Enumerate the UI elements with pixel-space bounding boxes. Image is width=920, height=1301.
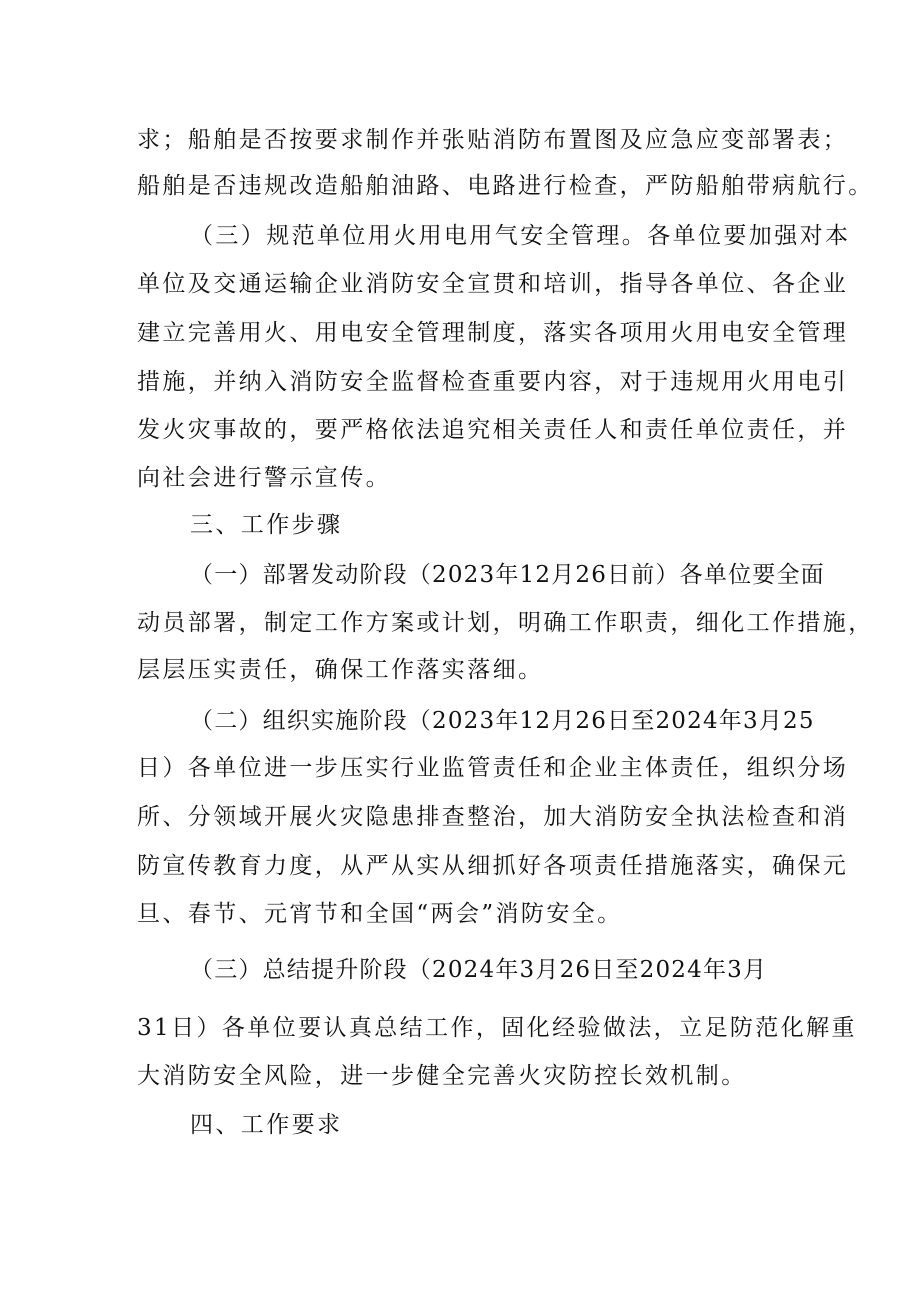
body-line: 大消防安全风险，进一步健全完善火灾防控长效机制。 <box>137 1063 747 1089</box>
body-line: 单位及交通运输企业消防安全宣贯和培训，指导各单位、各企业 <box>137 271 849 297</box>
body-line: 31日）各单位要认真总结工作，固化经验做法，立足防范化解重 <box>137 1015 857 1041</box>
body-line: 层层压实责任，确保工作落实落细。 <box>137 657 544 683</box>
body-line: 船舶是否违规改造船舶油路、电路进行检查，严防船舶带病航行。 <box>137 173 874 199</box>
body-line: 旦、春节、元宵节和全国“两会”消防安全。 <box>137 901 623 927</box>
body-line: 求；船舶是否按要求制作并张贴消防布置图及应急应变部署表； <box>137 127 849 153</box>
step-1-heading-line: （一）部署发动阶段（2023年12月26日前）各单位要全面 <box>190 562 825 588</box>
body-line: 发火灾事故的，要严格依法追究相关责任人和责任单位责任，并 <box>137 417 849 443</box>
body-line: 防宣传教育力度，从严从实从细抓好各项责任措施落实，确保元 <box>137 853 849 879</box>
step-2-heading-line: （二）组织实施阶段（2023年12月26日至2024年3月25 <box>190 708 815 734</box>
body-line: 所、分领域开展火灾隐患排查整治，加大消防安全执法检查和消 <box>137 804 849 830</box>
section-heading-3: 三、工作步骤 <box>190 512 343 538</box>
step-3-heading-line: （三）总结提升阶段（2024年3月26日至2024年3月 <box>190 957 768 983</box>
section-heading-4: 四、工作要求 <box>190 1112 343 1138</box>
body-line: 措施，并纳入消防安全监督检查重要内容，对于违规用火用电引 <box>137 369 849 395</box>
body-line: 日）各单位进一步压实行业监管责任和企业主体责任，组织分场 <box>137 755 849 781</box>
body-line: 向社会进行警示宣传。 <box>137 465 391 491</box>
section-heading-3-3: （三）规范单位用火用电用气安全管理。各单位要加强对本 <box>190 223 851 249</box>
body-line: 动员部署，制定工作方案或计划，明确工作职责，细化工作措施， <box>137 610 874 636</box>
body-line: 建立完善用火、用电安全管理制度，落实各项用火用电安全管理 <box>137 320 849 346</box>
